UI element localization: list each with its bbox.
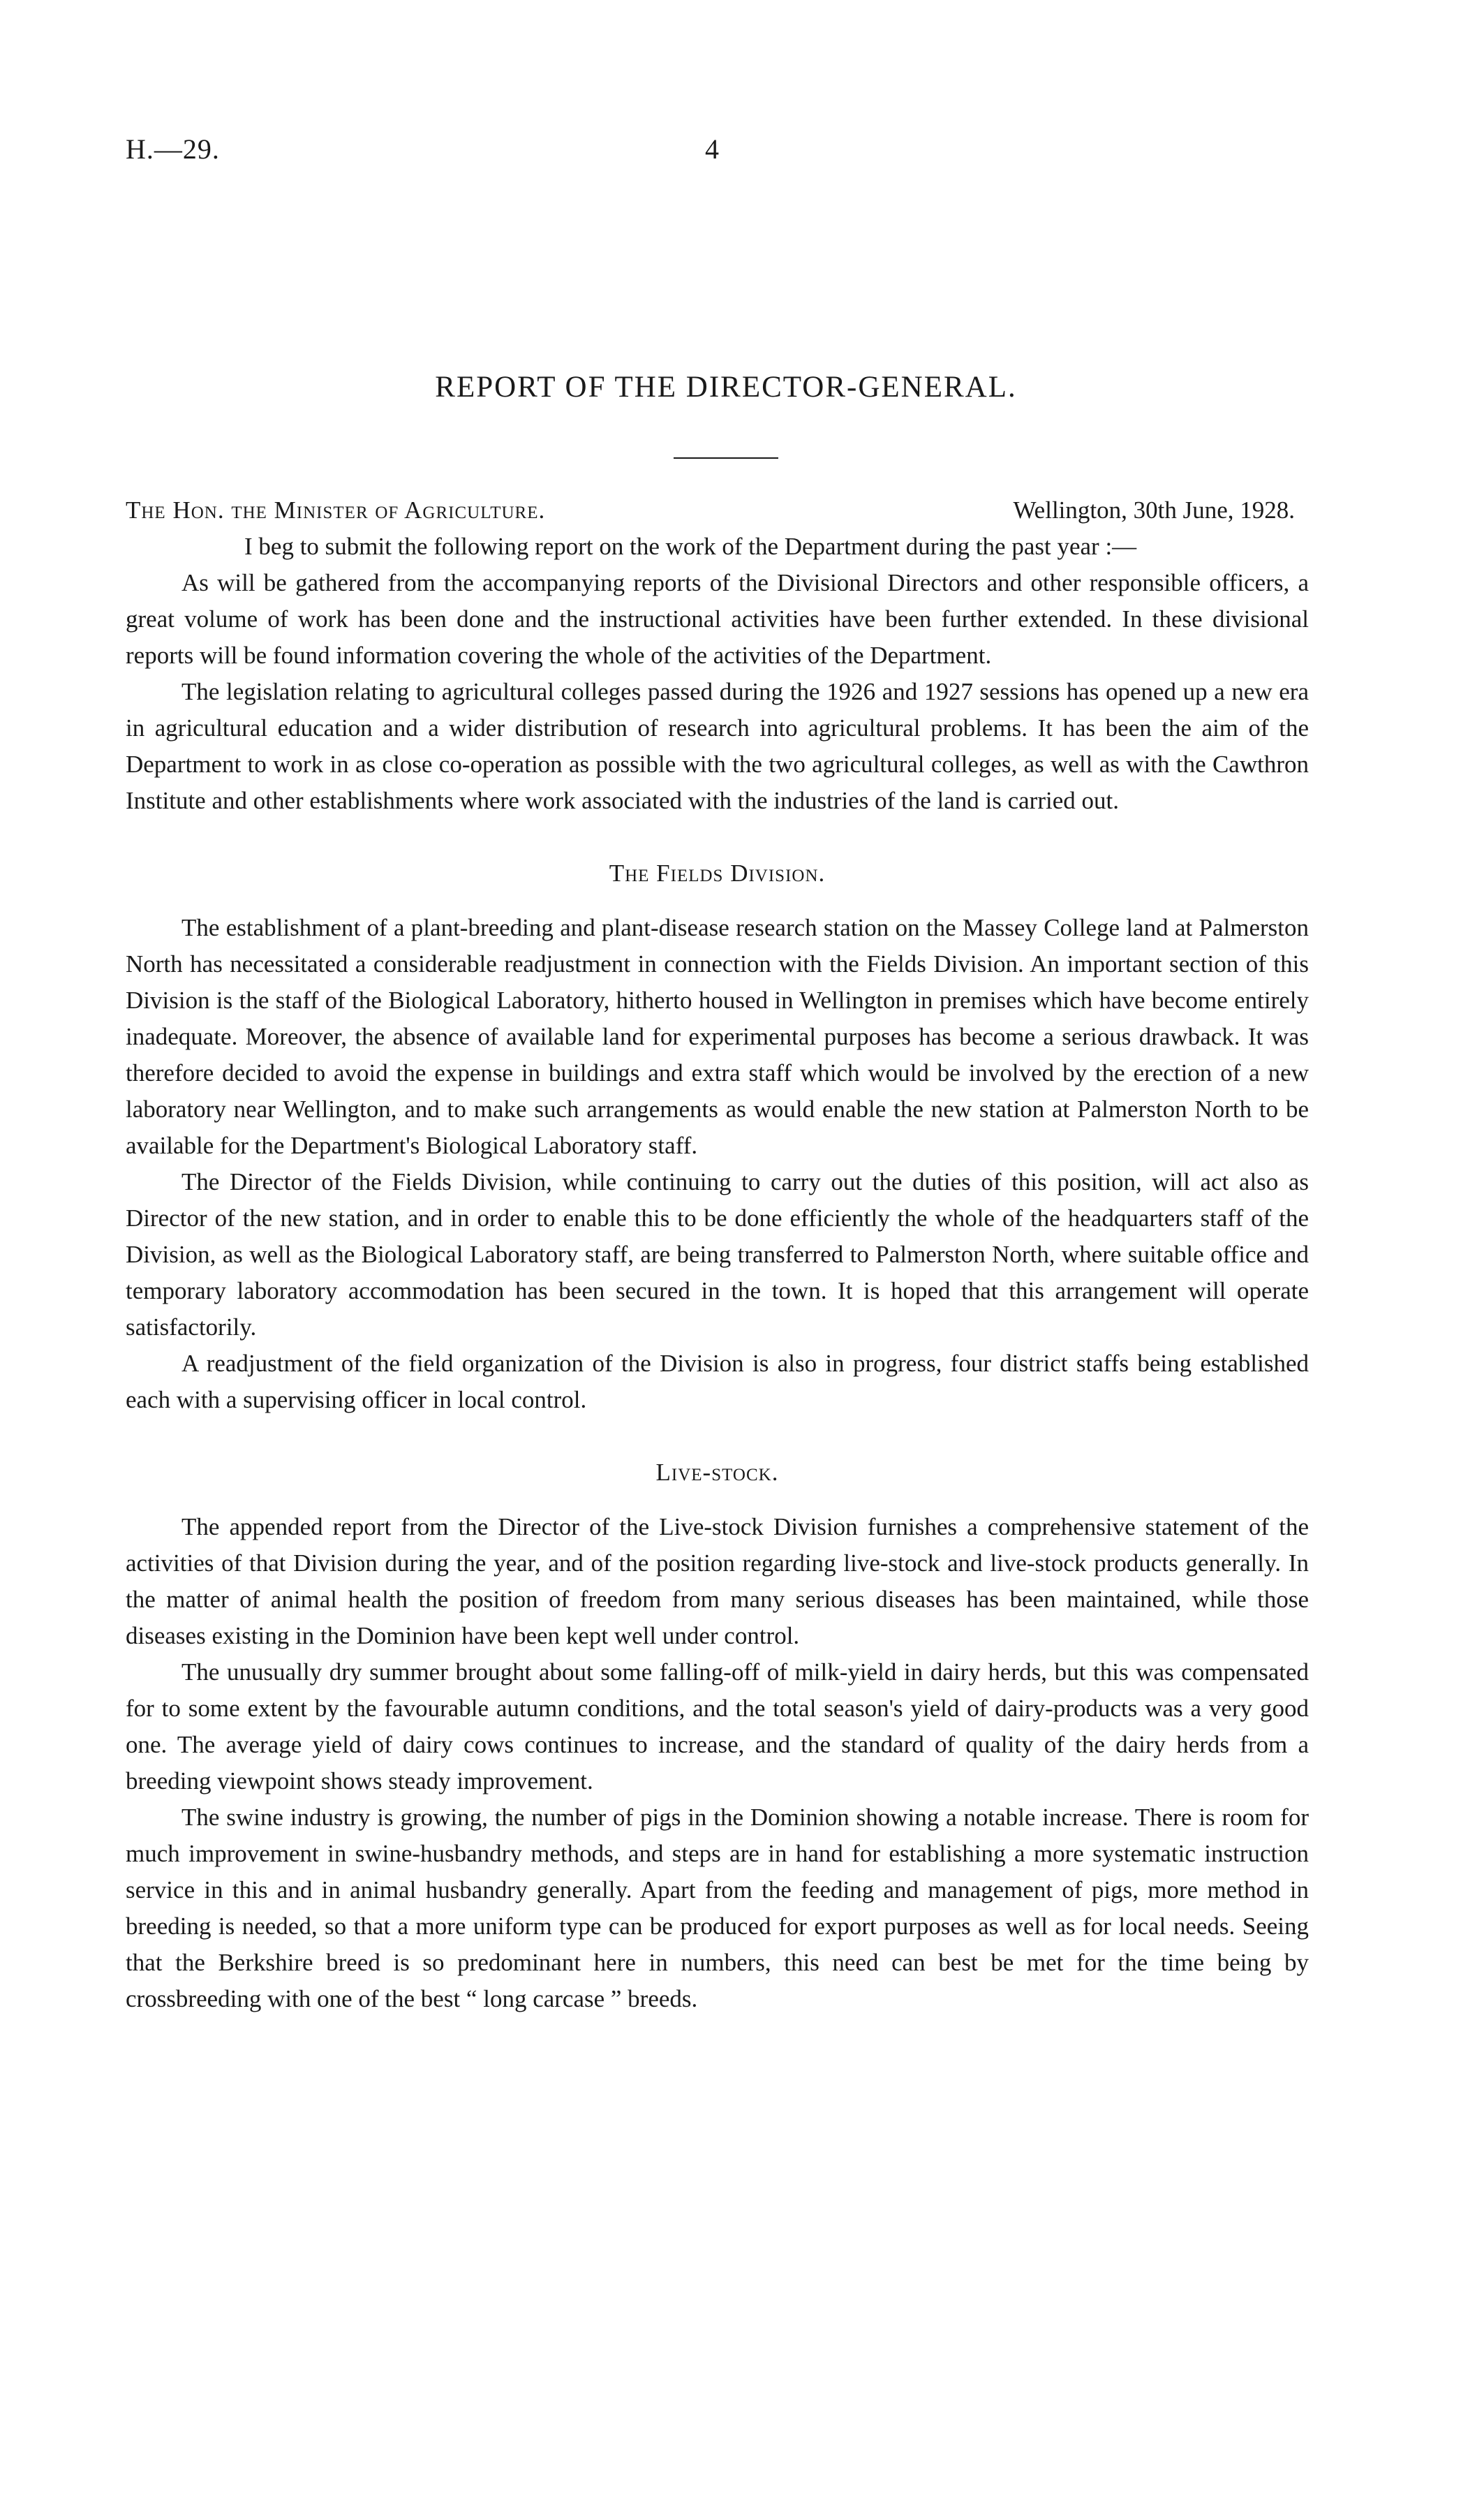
fields-division-paragraph: A readjustment of the field organization of the Division is also in progress, four district staffs being established each with a supervising officer in local control.: [126, 1350, 1309, 1413]
live-stock-paragraph: The swine industry is growing, the number of pigs in the Dominion showing a notable increase. There is room for much improvement in swine-husbandry methods, and steps are in hand for establishing a more systematic instruction service in this and in animal husbandry generally. Apart from the feeding and management of pigs, more method in breeding is needed, so that a more uniform type can be produced for export purposes as well as for local needs. Seeing that the Berkshire breed is so predominant here in numbers, this need can best be met for the time being by crossbreeding with one of the best “ long carcase ” breeds.: [126, 1804, 1309, 2012]
report-body: [126, 492, 1309, 2017]
page-number: 4: [705, 133, 719, 165]
live-stock-paragraph: The unusually dry summer brought about some falling-off of milk-yield in dairy herds, but this was compensated for to some extent by the favourable autumn conditions, and the total season's yield of dairy-products was a very good one. The average yield of dairy cows continues to increase, and the standard of quality of the dairy herds from a breeding viewpoint shows steady improvement.: [126, 1658, 1309, 1795]
intro-paragraph: The legislation relating to agricultural colleges passed during the 1926 and 1927 sessions has opened up a new era in agricultural education and a wider distribution of research into agricultural problems. It has been the aim of the Department to work in as close co-operation as possible with the two agricultural colleges, as well as with the Cawthron Institute and other establishments where work associated with the industries of the land is carried out.: [126, 678, 1309, 814]
section-heading-fields-division: The Fields Division.: [609, 860, 826, 887]
intro-paragraph: As will be gathered from the accompanying reports of the Divisional Directors and other responsible officers, a great volume of work has been done and the instructional activities have been further extended. In these divisional reports will be found information covering the whole of the activities of the Department.: [126, 569, 1309, 669]
fields-division-paragraph: The Director of the Fields Division, while continuing to carry out the duties of this position, will act also as Director of the new station, and in order to enable this to be done efficiently the whole of the headquarters staff of the Division, as well as the Biological Laboratory staff, are being transferred to Palmerston North, where suitable office and temporary laboratory accommodation has been secured in the town. It is hoped that this arrangement will operate satisfactorily.: [126, 1168, 1309, 1341]
page-header: [126, 133, 1326, 175]
addressee: The Hon. the Minister of Agriculture.: [126, 496, 546, 524]
live-stock-paragraph: The appended report from the Director of the Live-stock Division furnishes a comprehensive statement of the activities of that Division during the year, and of the position regarding live-stock and live-stock products generally. In the matter of animal health the position of freedom from many serious diseases has been maintained, while those diseases existing in the Dominion have been kept well under control.: [126, 1513, 1309, 1649]
section-heading-live-stock: Live-stock.: [655, 1459, 779, 1486]
intro-paragraph: I beg to submit the following report on the work of the Department during the past year :—: [244, 533, 1137, 560]
salutation-line: [126, 492, 1309, 529]
title-divider: [674, 457, 778, 459]
page-reference: H.—29.: [126, 133, 220, 165]
dateline: Wellington, 30th June, 1928.: [1013, 496, 1295, 524]
report-title: REPORT OF THE DIRECTOR-GENERAL.: [435, 371, 1017, 404]
fields-division-paragraph: The establishment of a plant-breeding and plant-disease research station on the Massey College land at Palmerston North has necessitated a considerable readjustment in connection with the Fields Division. An important section of this Division is the staff of the Biological Laboratory, hitherto housed in Wellington in premises which have become entirely inadequate. Moreover, the absence of available land for experimental purposes has become a serious drawback. It was therefore decided to avoid the expense in buildings and extra staff which would be involved by the erection of a new laboratory near Wellington, and to make such arrangements as would enable the new station at Palmerston North to be available for the Department's Biological Laboratory staff.: [126, 914, 1309, 1159]
